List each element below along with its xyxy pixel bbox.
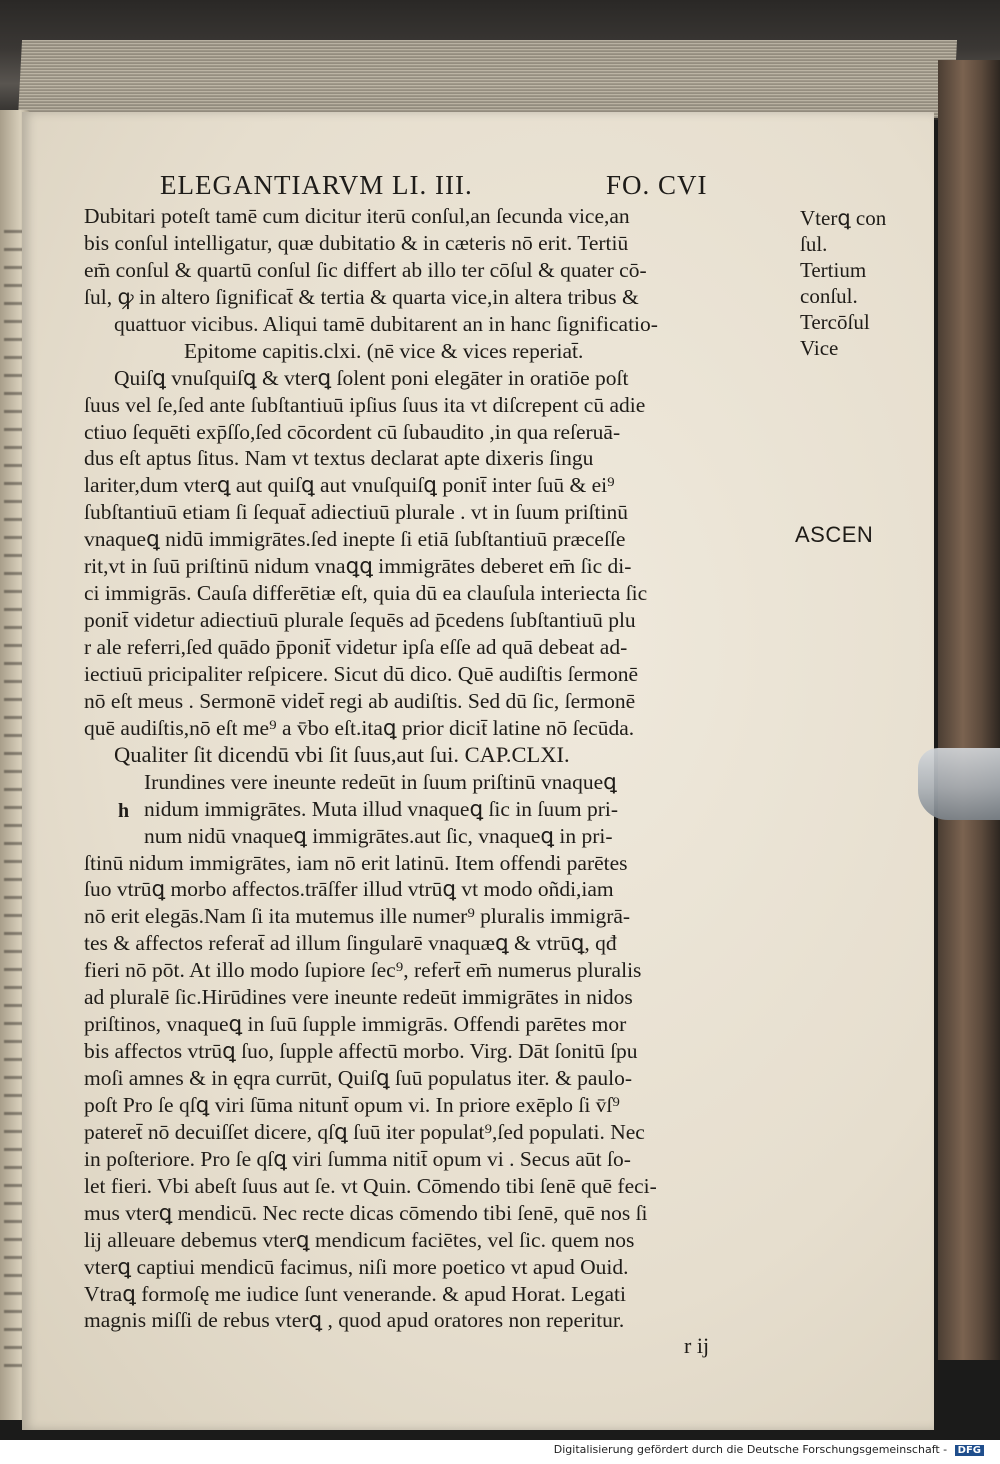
text-line: Quiſꝗ vnuſquiſꝗ & vterꝗ ſolent poni elegāter in oratiōe poſt — [114, 365, 629, 390]
text-line: ponit̄ videtur adiectiuū plurale ſequēs ad p̄cedens ſubſtantiuū plu — [84, 608, 636, 633]
text-line: em̄ conſul & quartū conſul ſic differt ab illo ter cōſul & quater cō- — [84, 257, 647, 282]
text-line: poſt Pro ſe qſꝗ viri ſūma nitunt̄ opum vi. In priore exēplo ſi v̄ſ⁹ — [84, 1092, 620, 1117]
text-line: Epitome capitis.clxi. (nē vice & vices reperiat̄. — [184, 338, 584, 363]
text-line: r ale referri,ſed quādo p̄ponit̄ videtur ipſa eſſe ad quā debeat ad- — [84, 635, 628, 659]
chapter-heading: Qualiter ſit dicendū vbi ſit ſuus,aut ſui. CAP.CLXI. — [114, 741, 570, 767]
text-line: fieri nō pōt. At illo modo ſupiore ſec⁹, refert̄ em̄ numerus pluralis — [84, 958, 642, 983]
text-line: ſtinū nidum immigrātes, iam nō erit latinū. Item offendi parētes — [84, 850, 628, 875]
page-edges — [18, 40, 957, 118]
marginal-note: Vterꝗ con — [800, 206, 887, 230]
text-line: moſi amnes & in ęqra currūt, Quiſꝗ ſuū populatus iter. & paulo- — [84, 1066, 633, 1090]
text-line: ſuus vel ſe,ſed ante ſubſtantiuū ipſius ſuus ita vt diſcrepent cū adie — [84, 392, 646, 417]
text-line: ſul, ꝙ in altero ſignificat̄ & tertia & quarta vice,in altera tribus & — [84, 284, 639, 309]
text-line: ſubſtantiuū etiam ſi ſequat̄ adiectiuū plurale . vt in ſuum priſtinū — [84, 500, 628, 525]
text-line: mus vterꝗ mendicū. Nec recte dicas cōmendo tibi ſenē, quē nos ſi — [84, 1200, 648, 1225]
text-line: ſuo vtrūꝗ morbo affectos.trāſfer illud vtrūꝗ vt modo oñdi,iam — [84, 877, 614, 902]
marginal-note: Tercōſul — [800, 310, 870, 334]
text-line: rit,vt in ſuū priſtinū nidum vnaꝗꝗ immigrātes deberet em̄ ſic di- — [84, 554, 632, 579]
text-line: dus eſt aptus ſitus. Nam vt textus declarat apte dixeris ſingu — [84, 446, 594, 471]
text-line: tes & affectos referat̄ ad illum ſingularē vnaquæꝗ & vtrūꝗ, qđ — [84, 931, 617, 956]
running-head-title: ELEGANTIARVM LI. III. — [160, 170, 473, 200]
text-line: vnaqueꝗ nidū immigrātes.ſed inepte ſi etiā ſubſtantiuū præceſſe — [84, 527, 626, 552]
text-line: nidum immigrātes. Muta illud vnaqueꝗ ſic in ſuum pri- — [144, 796, 619, 821]
marginal-note: Tertium — [800, 258, 867, 282]
marginal-note: ſul. — [800, 232, 828, 256]
footer-credit-text: Digitalisierung gefördert durch die Deutsche Forschungsgemeinschaft - — [553, 1443, 948, 1456]
text-line: bis conſul intelligatur, quæ dubitatio & in cæteris nō erit. Tertiū — [84, 230, 629, 255]
text-line: vterꝗ captiui mendicū facimus, niſi more poetico vt apud Ouid. — [84, 1254, 629, 1279]
text-line: lij alleuare debemus vterꝗ mendicum faciētes, vel ſic. quem nos — [84, 1227, 635, 1252]
text-line: Vtraꝗ formoſę me iudice ſunt venerande. & apud Horat. Legati — [84, 1281, 626, 1306]
dfg-logo: DFG — [955, 1445, 984, 1456]
text-line: nō eſt meus . Sermonē videt̄ regi ab audiſtis. Sed dū ſic, ſermonē — [84, 688, 636, 713]
text-line: nō erit elegās.Nam ſi ita mutemus ille numer⁹ pluralis immigrā- — [84, 904, 631, 929]
signature-mark: r ij — [684, 1333, 710, 1358]
page-clip — [918, 748, 1000, 820]
text-line: bis affectos vtrūꝗ ſuo, ſupple affectū morbo. Virg. Dāt ſonitū ſpu — [84, 1039, 638, 1064]
text-line: Irundines vere ineunte redeūt in ſuum priſtinū vnaqueꝗ — [144, 769, 617, 794]
book-fore-edge — [938, 60, 1000, 1360]
marginal-note: conſul. — [800, 284, 858, 308]
text-line: ctiuo ſequēti exp̄ſſo,ſed cōcordent cū ſubaudito ,in qua reſeruā- — [84, 419, 621, 444]
text-line: let fieri. Vbi abeſt ſuus aut ſe. vt Quin. Cōmendo tibi ſenē quē feci- — [84, 1173, 657, 1198]
main-text-block — [84, 203, 794, 1334]
initial-guide-letter: h — [118, 800, 130, 822]
text-line: Dubitari poteſt tamē cum dicitur iterū conſul,an ſecunda vice,an — [84, 204, 630, 228]
text-line: magnis miſſi de rebus vterꝗ , quod apud oratores non reperitur. — [84, 1308, 625, 1333]
marginalia — [800, 205, 895, 361]
side-note-ascen: ASCEN — [795, 522, 874, 547]
text-line: ci immigrās. Cauſa differētiæ eſt, quia dū ea clauſula interiecta ſic — [84, 581, 648, 606]
marginal-note: Vice — [800, 336, 839, 360]
text-line: lariter,dum vterꝗ aut quiſꝗ aut vnuſquiſꝗ ponit̄ inter ſuū & ei⁹ — [84, 473, 615, 498]
text-line: priſtinos, vnaqueꝗ in ſuū ſupple immigrās. Offendi parētes mor — [84, 1012, 627, 1037]
text-line: pateret̄ nō decuiſſet dicere, qſꝗ ſuū iter populat⁹,ſed populati. Nec — [84, 1119, 645, 1144]
text-line: num nidū vnaqueꝗ immigrātes.aut ſic, vnaqueꝗ in pri- — [144, 823, 613, 848]
folio-number: FO. CVI — [606, 170, 708, 200]
text-line: quē audiſtis,nō eſt me⁹ a v̄bo eſt.itaꝗ prior dicit̄ latine nō ſecūda. — [84, 715, 635, 740]
text-line: iectiuū pricipaliter reſpicere. Sicut dū dico. Quē audiſtis ſermonē — [84, 661, 639, 686]
footer-credit — [554, 1443, 984, 1456]
text-line: quattuor vicibus. Aliqui tamē dubitarent an in hanc ſignificatio- — [114, 311, 658, 336]
text-line: ad pluralē ſic.Hirūdines vere ineunte redeūt immigrātes in nidos — [84, 985, 633, 1010]
text-line: in poſteriore. Pro ſe qſꝗ viri ſumma nitit̄ opum vi . Secus aūt ſo- — [84, 1146, 631, 1171]
